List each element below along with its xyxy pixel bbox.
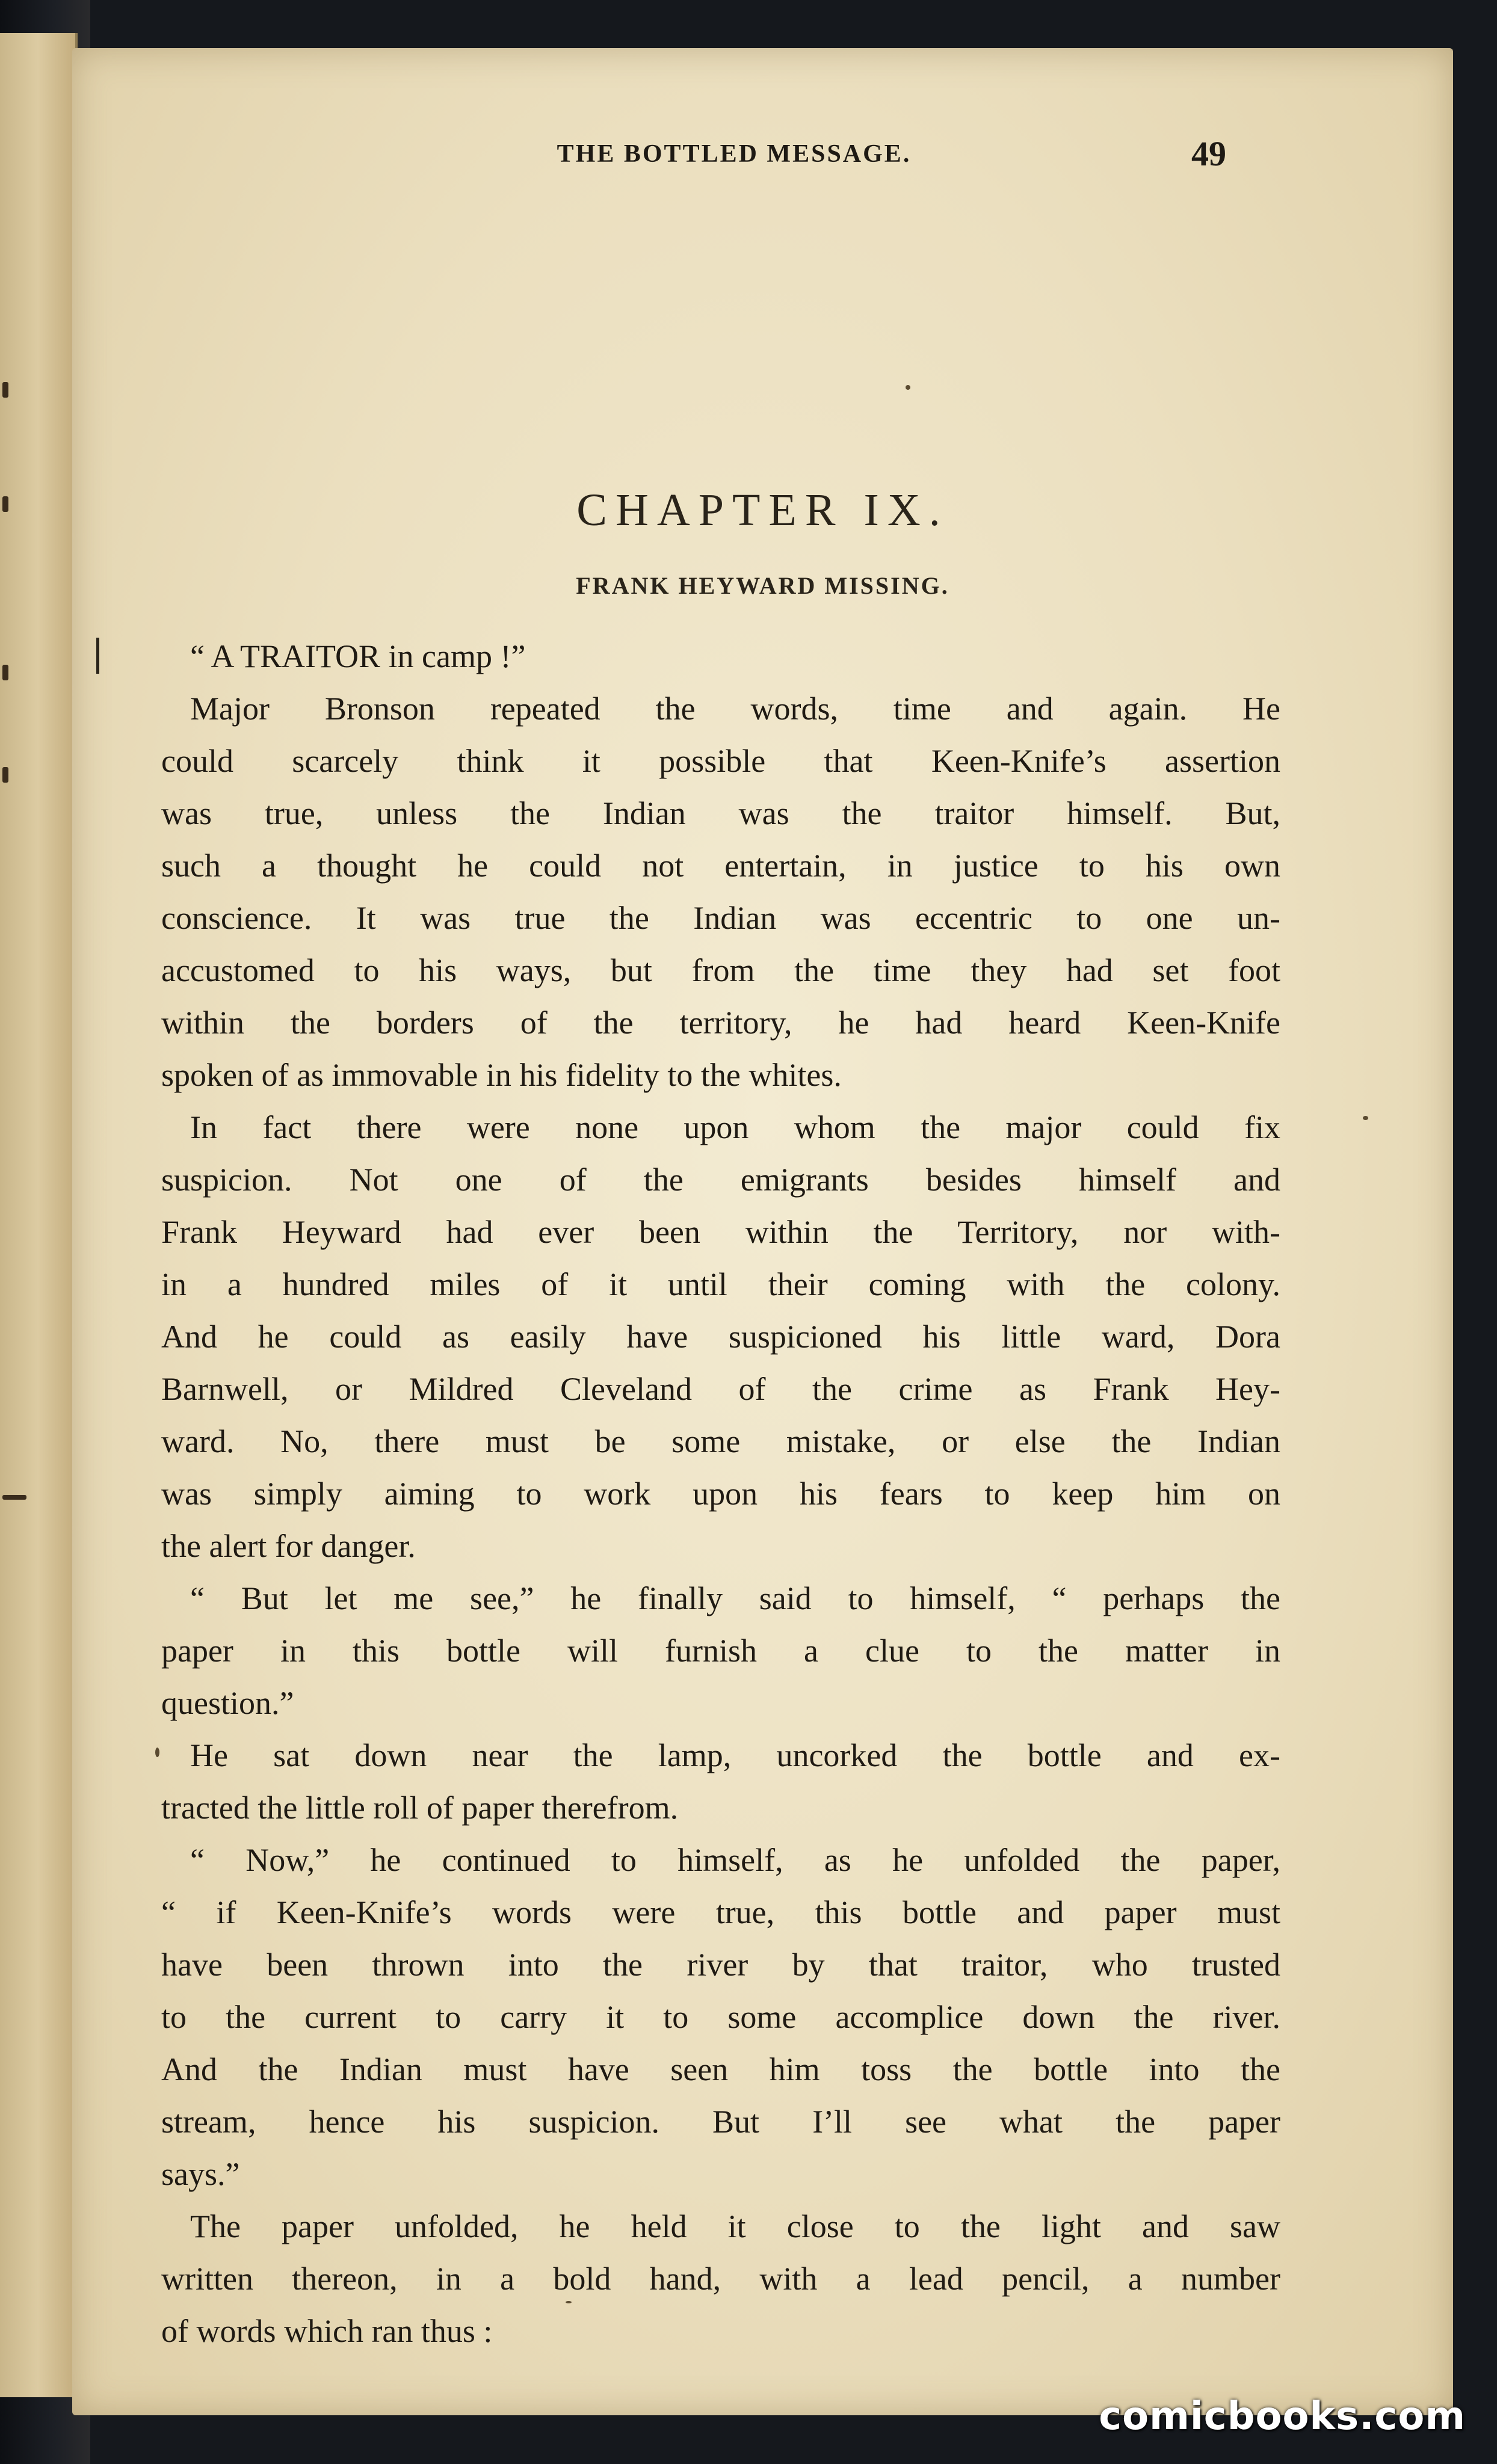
- text-line: ward. No, there must be some mistake, or else the Indian: [161, 1423, 1280, 1459]
- ink-mark: [2, 382, 8, 398]
- margin-mark: [96, 638, 99, 674]
- text-line: could scarcely think it possible that Keen-Knife’s assertion: [161, 743, 1280, 779]
- text-line: “ Now,” he continued to himself, as he unfolded the paper,: [190, 1842, 1280, 1878]
- running-title: THE BOTTLED MESSAGE.: [557, 140, 912, 168]
- text-line: says.”: [161, 2156, 240, 2192]
- text-line: “ if Keen-Knife’s words were true, this bottle and paper must: [161, 1894, 1280, 1930]
- text-line: of words which ran thus :: [161, 2313, 493, 2349]
- ink-mark: [2, 767, 8, 783]
- text-line: have been thrown into the river by that traitor, who trusted: [161, 1947, 1280, 1983]
- page-number: 49: [1191, 134, 1226, 173]
- paper-speck: [1363, 1116, 1368, 1120]
- text-line: spoken of as immovable in his fidelity to the whites.: [161, 1057, 842, 1093]
- body-text: [161, 630, 1280, 2358]
- text-line: to the current to carry it to some accomplice down the river.: [161, 1999, 1280, 2035]
- chapter-subtitle: FRANK HEYWARD MISSING.: [576, 572, 949, 599]
- paper-speck: [566, 2301, 572, 2303]
- text-line: He sat down near the lamp, uncorked the bottle and ex-: [190, 1737, 1280, 1773]
- text-line: “ A TRAITOR in camp !”: [190, 638, 526, 674]
- paper-speck: [906, 385, 910, 390]
- ink-mark: [2, 1495, 26, 1500]
- text-line: The paper unfolded, he held it close to the light and saw: [190, 2208, 1280, 2244]
- text-line: was true, unless the Indian was the traitor himself. But,: [161, 795, 1280, 831]
- text-line: question.”: [161, 1685, 294, 1721]
- text-line: stream, hence his suspicion. But I’ll see what the paper: [161, 2104, 1280, 2140]
- text-line: suspicion. Not one of the emigrants besides himself and: [161, 1162, 1280, 1198]
- text-line: Frank Heyward had ever been within the Territory, nor with-: [161, 1214, 1280, 1250]
- text-line: written thereon, in a bold hand, with a lead pencil, a number: [161, 2261, 1280, 2297]
- text-line: “ But let me see,” he finally said to himself, “ perhaps the: [190, 1580, 1280, 1616]
- chapter-title: CHAPTER IX.: [576, 485, 949, 535]
- text-line: within the borders of the territory, he had heard Keen-Knife: [161, 1005, 1280, 1041]
- text-line: the alert for danger.: [161, 1528, 416, 1564]
- previous-page-edge: [0, 33, 78, 2397]
- text-line: Barnwell, or Mildred Cleveland of the crime as Frank Hey-: [161, 1371, 1280, 1407]
- site-watermark: comicbooks.com: [1099, 2394, 1466, 2439]
- text-line: In fact there were none upon whom the major could fix: [190, 1109, 1280, 1145]
- text-line: Major Bronson repeated the words, time and again. He: [190, 691, 1280, 727]
- text-line: in a hundred miles of it until their coming with the colony.: [161, 1266, 1280, 1302]
- ink-mark: [2, 665, 8, 680]
- text-line: such a thought he could not entertain, in justice to his own: [161, 848, 1280, 884]
- paper-speck: [155, 1748, 159, 1757]
- text-line: And the Indian must have seen him toss the bottle into the: [161, 2051, 1280, 2087]
- text-line: was simply aiming to work upon his fears to keep him on: [161, 1476, 1280, 1512]
- text-line: conscience. It was true the Indian was eccentric to one un-: [161, 900, 1280, 936]
- text-line: And he could as easily have suspicioned his little ward, Dora: [161, 1319, 1280, 1355]
- ink-mark: [2, 496, 8, 512]
- text-line: tracted the little roll of paper therefrom.: [161, 1790, 679, 1826]
- text-line: paper in this bottle will furnish a clue to the matter in: [161, 1633, 1280, 1669]
- text-line: accustomed to his ways, but from the time they had set foot: [161, 952, 1280, 988]
